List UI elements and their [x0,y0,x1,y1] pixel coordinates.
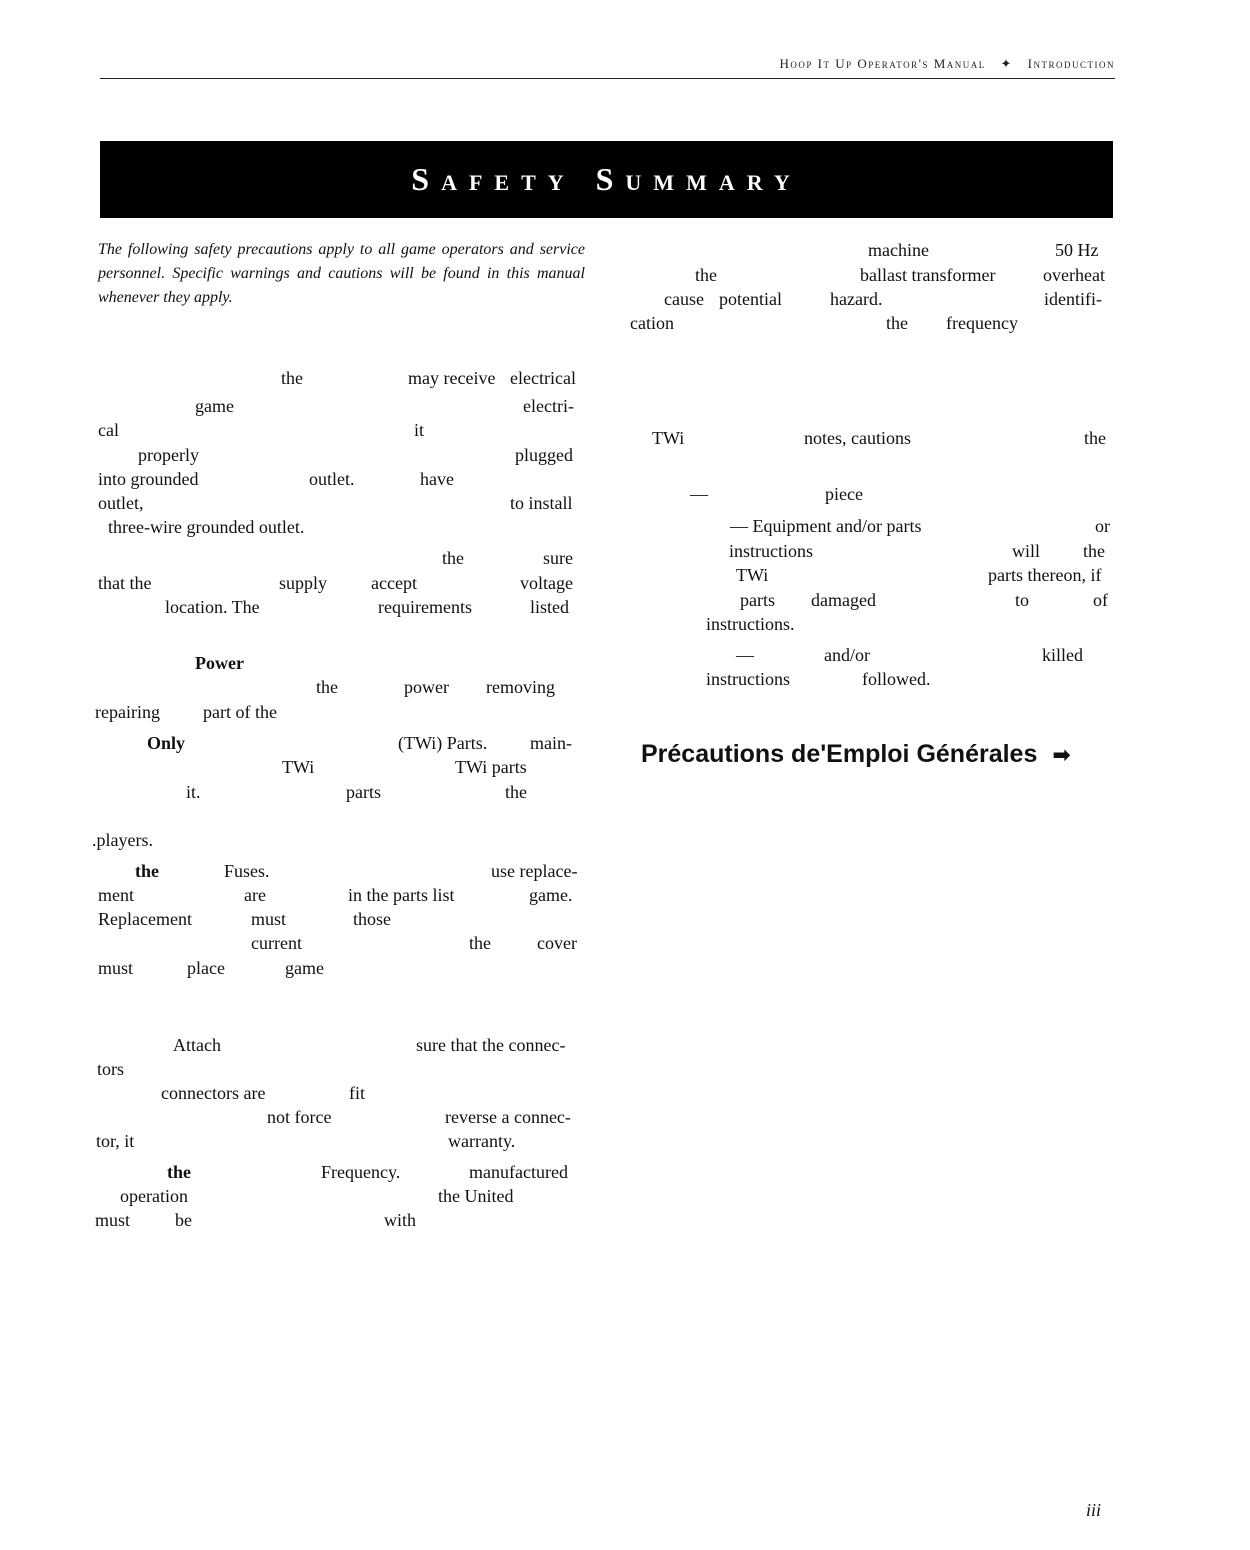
page-number: iii [1086,1500,1102,1520]
text-fragment: to [1015,590,1030,610]
text-fragment: identifi- [1044,289,1102,309]
text-fragment: piece [825,484,863,504]
text-fragment: or [1095,516,1110,536]
text-fragment: tors [97,1059,124,1079]
text-fragment: parts [740,590,775,610]
text-fragment: are [244,885,266,905]
text-fragment: 50 Hz [1055,240,1099,260]
text-fragment: cal [98,420,119,440]
text-fragment: the [135,861,159,881]
header-title: Hoop It Up Operator's Manual [779,56,986,71]
text-fragment: the United [438,1186,514,1206]
text-fragment: must [95,1210,131,1230]
text-fragment: location. The [165,597,260,617]
text-fragment: Power [195,653,244,673]
text-fragment: to install [510,493,573,513]
text-fragment: electri- [523,396,574,416]
text-fragment: game. [529,885,573,905]
text-fragment: voltage [520,573,573,593]
header-section: Introduction [1027,56,1115,71]
text-fragment: power [404,677,449,697]
text-fragment: operation [120,1186,188,1206]
text-fragment: electrical [510,368,576,388]
text-fragment: must [251,909,287,929]
text-fragment: instructions [706,669,790,689]
text-fragment: (TWi) Parts. [398,733,488,753]
text-fragment: must [98,958,134,978]
text-fragment: cation [630,313,674,333]
text-fragment: the [1083,541,1105,561]
text-fragment: the [695,265,717,285]
intro-paragraph: The following safety precautions apply to all game operators and service personnel. Specific warnings and cautions will be found in this manual whenever they apply. [98,241,585,306]
text-fragment: followed. [862,669,931,689]
text-fragment: that the [98,573,152,593]
text-fragment: the [167,1162,191,1182]
banner-title: Safety Summary [411,161,802,197]
text-fragment: three-wire grounded outlet. [108,517,305,537]
text-fragment: TWi [736,565,769,585]
text-fragment: parts [346,782,381,802]
text-fragment: the [281,368,303,388]
text-fragment: the [886,313,908,333]
text-fragment: ment [98,885,134,905]
text-fragment: — Equipment and/or parts [730,516,922,536]
text-fragment: Fuses. [224,861,270,881]
text-fragment: warranty. [448,1131,516,1151]
text-fragment: overheat [1043,265,1105,285]
text-fragment: Replacement [98,909,192,929]
text-fragment: main- [530,733,572,753]
safety-summary-banner [100,141,1113,218]
text-fragment: it. [186,782,201,802]
text-fragment: killed [1042,645,1083,665]
text-fragment: frequency [946,313,1018,333]
text-fragment: place [187,958,225,978]
text-fragment: and/or [824,645,870,665]
text-fragment: listed [530,597,569,617]
text-fragment: the [316,677,338,697]
diamond-icon: ✦ [1000,56,1013,71]
text-fragment: .players. [92,830,153,850]
text-fragment: sure [543,548,573,568]
french-section-heading [641,740,1071,769]
text-fragment: in the parts list [348,885,455,905]
text-fragment: the [505,782,527,802]
text-fragment: be [175,1210,192,1230]
text-fragment: have [420,469,454,489]
text-fragment: not force [267,1107,332,1127]
running-header [100,56,1115,79]
text-fragment: parts thereon, if [988,565,1102,585]
text-fragment: TWi [282,757,315,777]
text-fragment: use replace- [491,861,578,881]
text-fragment: Attach [173,1035,221,1055]
text-fragment: sure that the connec- [416,1035,566,1055]
text-fragment: of [1093,590,1108,610]
text-fragment: accept [371,573,417,593]
text-fragment: the [442,548,464,568]
text-fragment: Frequency. [321,1162,401,1182]
text-fragment: those [353,909,391,929]
text-fragment: repairing [95,702,160,722]
text-fragment: instructions. [706,614,795,634]
text-fragment: outlet, [98,493,144,513]
text-fragment: supply [279,573,328,593]
text-fragment: into grounded [98,469,199,489]
text-fragment: potential [719,289,782,309]
continue-arrow-icon: ➡ [1052,742,1071,767]
text-fragment: plugged [515,445,573,465]
text-fragment: the [469,933,491,953]
text-fragment: game [195,396,234,416]
text-fragment: TWi parts [455,757,527,777]
text-fragment: requirements [378,597,472,617]
text-fragment: connectors are [161,1083,266,1103]
text-fragment: manufactured [469,1162,568,1182]
heading-text: Précautions de'Emploi Générales [641,740,1038,768]
text-fragment: with [384,1210,417,1230]
text-fragment: current [251,933,302,953]
text-fragment: may receive [408,368,496,388]
text-fragment: machine [868,240,929,260]
text-fragment: fit [349,1083,365,1103]
text-fragment: properly [138,445,199,465]
text-fragment: reverse a connec- [445,1107,571,1127]
text-fragment: game [285,958,324,978]
text-fragment: outlet. [309,469,355,489]
text-fragment: removing [486,677,555,697]
dash-icon: — [690,484,708,504]
text-fragment: damaged [811,590,876,610]
text-fragment: part of the [203,702,277,722]
text-fragment: will [1012,541,1041,561]
dash-icon: — [736,645,754,665]
text-fragment: hazard. [830,289,883,309]
text-fragment: Only [147,733,186,753]
text-fragment: cover [537,933,577,953]
text-fragment: it [414,420,425,440]
text-fragment: the [1084,428,1106,448]
text-fragment: cause [664,289,704,309]
text-fragment: TWi [652,428,685,448]
text-fragment: ballast transformer [860,265,996,285]
text-fragment: instructions [729,541,813,561]
text-fragment: notes, cautions [804,428,911,448]
text-fragment: tor, it [96,1131,135,1151]
